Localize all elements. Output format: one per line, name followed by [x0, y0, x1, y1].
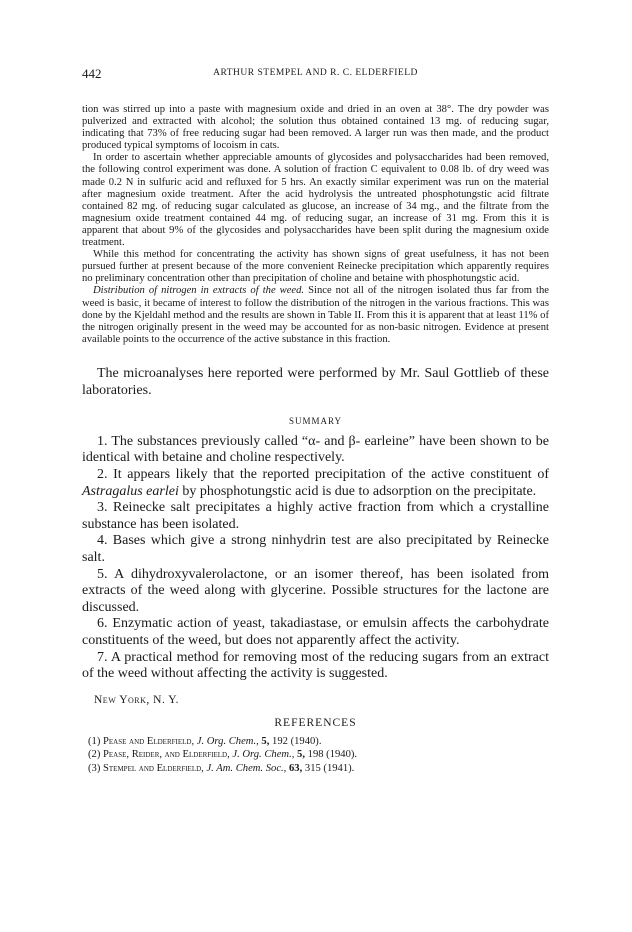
summary-item-2-a: 2. It appears likely that the reported precipitation of the active constituent of	[97, 467, 549, 483]
reference-item	[82, 762, 549, 776]
reference-number: (1)	[88, 735, 101, 747]
page	[82, 66, 549, 776]
page-number: 442	[82, 66, 102, 81]
summary	[82, 434, 549, 683]
acknowledgment: The microanalyses here reported were performed by Mr. Saul Gottlieb of these laboratories.	[82, 365, 549, 398]
summary-item-3: 3. Reinecke salt precipitates a highly active fraction from which a crystalline substance has been isolated.	[82, 500, 549, 532]
reference-item	[82, 735, 549, 749]
running-head-authors: ARTHUR STEMPEL AND R. C. ELDERFIELD	[213, 68, 418, 78]
reference-number: (3)	[88, 762, 101, 774]
summary-item-5: 5. A dihydroxyvalerolactone, or an isomer thereof, has been isolated from extracts of the weed along with glycerine. Possible structures for the lactone are discussed.	[82, 566, 549, 615]
section-heading-nitrogen: Distribution of nitrogen in extracts of the weed.	[93, 285, 305, 297]
reference-volume: 5,	[261, 735, 270, 747]
place-line: New York, N. Y.	[94, 693, 179, 706]
summary-item-1: 1. The substances previously called “α- and β- earleine” have been shown to be identical with betaine and choline respectively.	[82, 433, 549, 466]
reference-journal: J. Org. Chem.,	[232, 749, 295, 761]
paragraph-4-text: Since not all of the nitrogen isolated thus far from the weed is basic, it became of interest to follow the distribution of the nitrogen in the various fractions. This was done by the Kjeldahl method and the results are shown in Table II. From this it is apparent that at least 11% of the nitrogen originally present in the weed may be accounted for as non-basic nitrogen. Evidence at present available points to the occurrence of the active substance in this fraction.	[82, 285, 549, 345]
paragraph-4	[82, 285, 549, 345]
reference-authors: Stempel and Elderfield,	[103, 762, 204, 774]
reference-journal: J. Am. Chem. Soc.,	[206, 762, 287, 774]
references-heading: REFERENCES	[274, 716, 357, 729]
reference-pages: 315 (1941).	[304, 762, 355, 774]
reference-authors: Pease and Elderfield,	[103, 735, 195, 747]
paragraph-1: tion was stirred up into a paste with magnesium oxide and dried in an oven at 38°. The dry powder was pulverized and extracted with alcohol; the solution thus obtained contained 13 mg. of reducing sugar, indicating that 73% of free reducing sugar had been removed. A larger run was then made, and the product produced typical symptoms of locoism in cats.	[82, 104, 549, 152]
reference-volume: 5,	[297, 749, 305, 761]
summary-heading: SUMMARY	[288, 415, 342, 426]
reference-number: (2)	[88, 749, 101, 761]
body-text	[82, 104, 549, 346]
summary-item-2-b: by phosphotungstic acid is due to adsorption on the precipitate.	[178, 483, 537, 499]
reference-authors: Pease, Reider, and Elderfield,	[103, 749, 230, 761]
paragraph-3: While this method for concentrating the activity has shown signs of great usefulness, it has not been pursued further at present because of the more convenient Reinecke precipitation which apparently requires no preliminary concentration other than precipitation of choline and betaine with phosphotungstic acid.	[82, 249, 549, 285]
reference-item	[82, 748, 549, 762]
reference-journal: J. Org. Chem.,	[196, 735, 259, 747]
references-list	[82, 735, 549, 776]
summary-item-2	[82, 467, 549, 500]
summary-item-4: 4. Bases which give a strong ninhydrin test are also precipitated by Reinecke salt.	[82, 533, 549, 566]
species-name: Astragalus earlei	[82, 483, 179, 499]
summary-item-6: 6. Enzymatic action of yeast, takadiastase, or emulsin affects the carbohydrate constituents of the weed, but does not apparently affect the activity.	[82, 616, 549, 648]
paragraph-2: In order to ascertain whether appreciable amounts of glycosides and polysaccharides had been removed, the following control experiment was done. A solution of fraction C equivalent to 0.08 lb. of dry weed was made 0.2 N in sulfuric acid and refluxed for 5 hrs. An exactly similar experiment was run on the material after magnesium oxide treatment. After the acid hydrolysis the untreated phosphotungstic acid filtrate contained 82 mg. of reducing sugar calculated as glucose, an increase of 34 mg., and the filtrate from the magnesium oxide treatment contained 44 mg. of reducing sugar, an increase of 31 mg. From this it is apparent that about 9% of the glycosides and polysaccharides have been split during the magnesium oxide treatment.	[82, 152, 549, 249]
reference-pages: 192 (1940).	[272, 735, 322, 747]
summary-item-7: 7. A practical method for removing most of the reducing sugars from an extract of the weed without affecting the activity is suggested.	[82, 649, 549, 682]
reference-pages: 198 (1940).	[307, 749, 358, 761]
running-head	[82, 66, 549, 82]
reference-volume: 63,	[288, 762, 303, 774]
